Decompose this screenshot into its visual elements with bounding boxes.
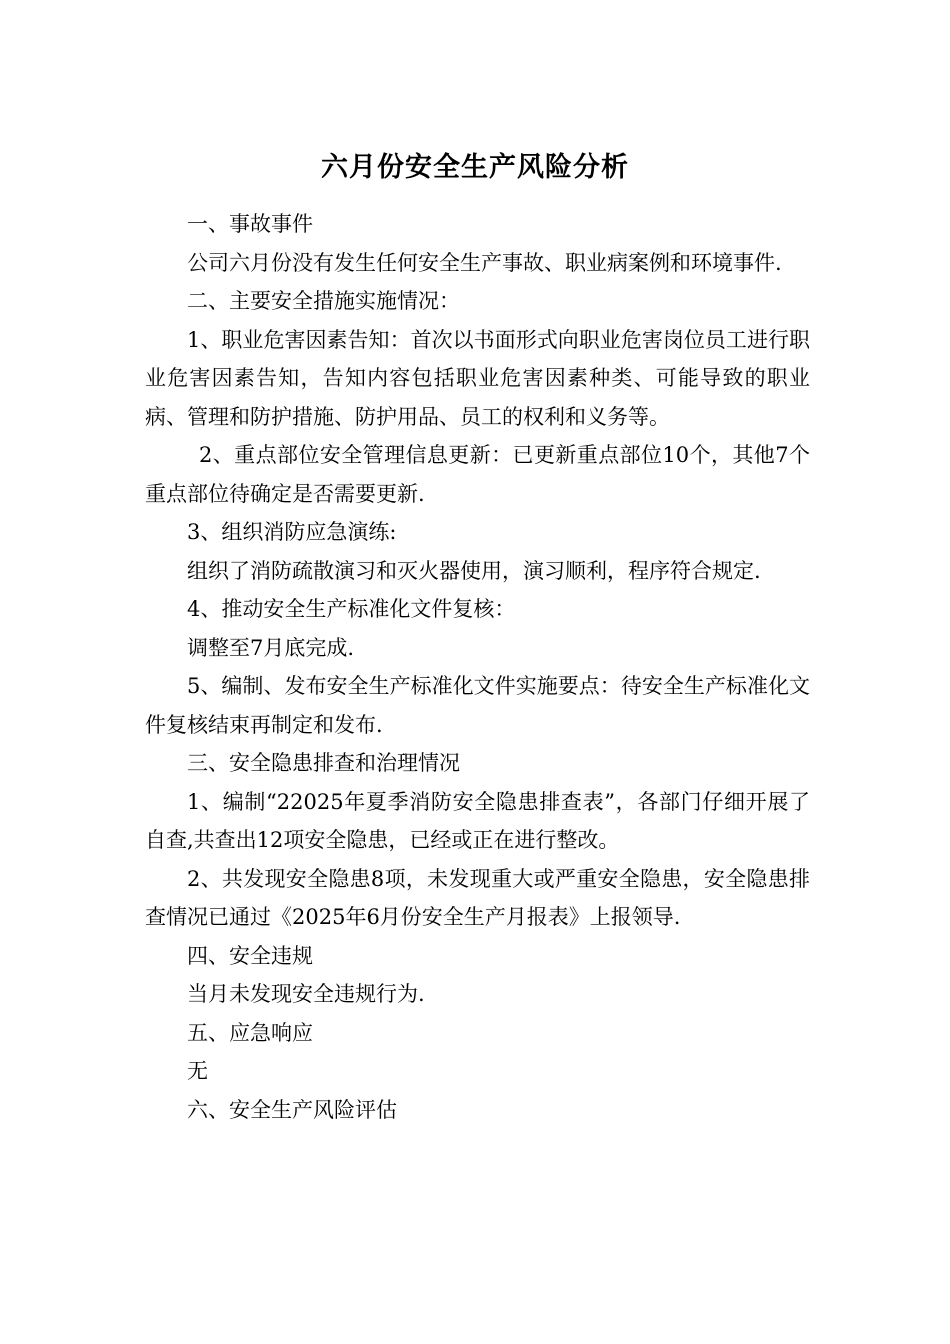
paragraph-measure-3: 3、组织消防应急演练: [187,520,397,544]
section-heading-risk-assessment: 六、安全生产风险评估 [187,1097,397,1122]
section-heading-emergency: 五、应急响应 [187,1020,313,1045]
section-heading-measures: 二、主要安全措施实施情况： [187,289,460,313]
document-title: 六月份安全生产风险分析 [321,152,629,183]
paragraph-hazard-1: 1、编制“22025年夏季消防安全隐患排查表”，各部门仔细开展了自查,共查出12项安全隐患，已经或正在进行整改。 [145,789,810,852]
paragraph-measure-2: 2、重点部位安全管理信息更新：已更新重点部位10个，其他7个重点部位待确定是否需要更新. [145,443,810,506]
section-heading-violations: 四、安全违规 [187,943,313,968]
paragraph-measure-5: 5、编制、发布安全生产标准化文件实施要点：待安全生产标准化文件复核结束再制定和发布. [145,674,810,737]
paragraph-measure-4: 4、推动安全生产标准化文件复核： [187,597,516,621]
paragraph-hazard-2: 2、共发现安全隐患8项，未发现重大或严重安全隐患，安全隐患排查情况已通过《2025年6月份安全生产月报表》上报领导. [145,866,810,929]
paragraph-violations: 当月未发现安全违规行为. [187,982,425,1006]
paragraph-measure-3-detail: 组织了消防疏散演习和灭火器使用，演习顺利，程序符合规定. [187,558,761,583]
section-heading-hazards: 三、安全隐患排查和治理情况 [187,751,460,775]
paragraph-emergency: 无 [187,1059,208,1083]
paragraph-measure-4-detail: 调整至7月底完成. [187,635,355,660]
paragraph-measure-1: 1、职业危害因素告知：首次以书面形式向职业危害岗位员工进行职业危害因素告知，告知内容包括职业危害因素种类、可能导致的职业病、管理和防护措施、防护用品、员工的权利和义务等。 [145,327,810,429]
paragraph-accidents-summary: 公司六月份没有发生任何安全生产事故、职业病案例和环境事件. [187,250,782,275]
document-body [145,205,810,1129]
section-heading-accidents: 一、事故事件 [187,212,313,236]
